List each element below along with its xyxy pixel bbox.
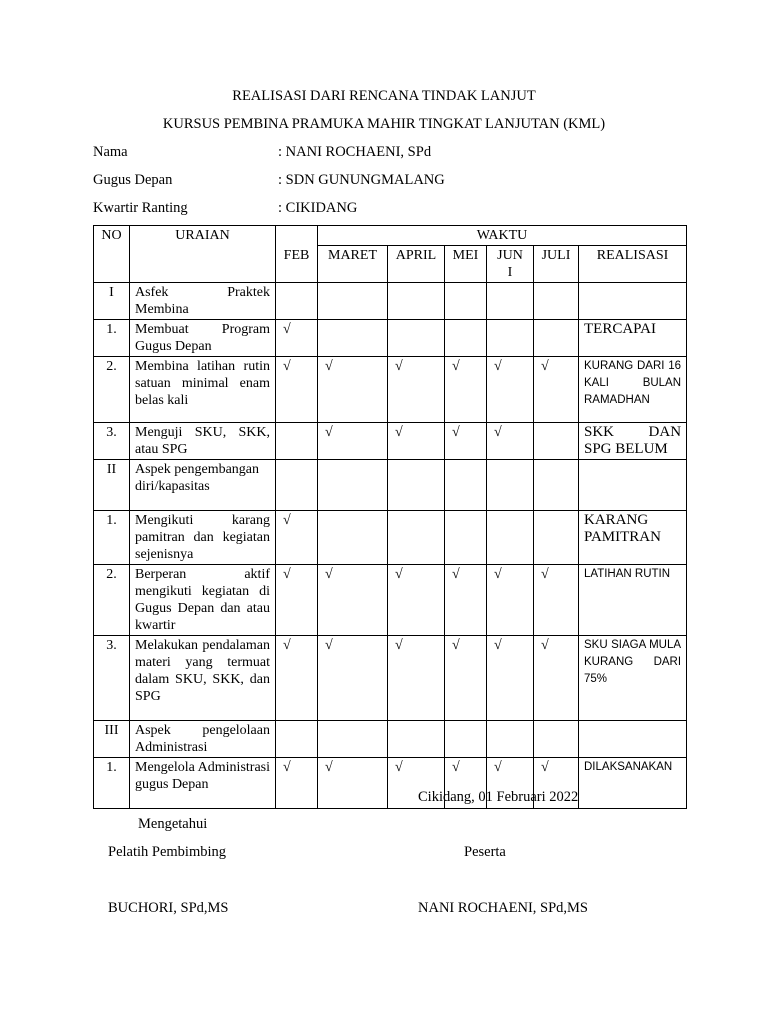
info-label-nama: Nama: [93, 144, 128, 160]
header-no: NO: [94, 226, 130, 283]
header-uraian: URAIAN: [130, 226, 276, 283]
info-value-gugus-depan: : SDN GUNUNGMALANG: [278, 172, 445, 188]
empty-cell: [276, 423, 318, 460]
check-mark: √: [534, 636, 579, 721]
row-no: III: [94, 721, 130, 758]
header-month-feb: FEB: [276, 246, 318, 283]
row-realisasi: [579, 721, 687, 758]
row-no: 3.: [94, 423, 130, 460]
empty-cell: [534, 320, 579, 357]
empty-cell: [487, 460, 534, 511]
peserta-label: Peserta: [464, 844, 506, 860]
check-mark: √: [318, 565, 388, 636]
place-date: Cikidang, 01 Februari 2022: [418, 789, 579, 805]
row-no: 3.: [94, 636, 130, 721]
header-realisasi: REALISASI: [579, 246, 687, 283]
check-mark: √: [388, 758, 445, 809]
row-realisasi: SKU SIAGA MULA KURANG DARI 75%: [579, 636, 687, 721]
row-check-cell: [388, 283, 445, 320]
row-uraian: Menguji SKU, SKK, atau SPG: [130, 423, 276, 460]
check-mark: √: [276, 636, 318, 721]
check-mark: √: [388, 423, 445, 460]
check-mark: √: [487, 357, 534, 423]
header-waktu-spacer: [276, 226, 318, 246]
row-uraian: Berperan aktif mengikuti kegiatan di Gugus Depan dan atau kwartir: [130, 565, 276, 636]
info-label-kwartir: Kwartir Ranting: [93, 200, 188, 216]
row-realisasi: KURANG DARI 16 KALI BULAN RAMADHAN: [579, 357, 687, 423]
empty-cell: [487, 511, 534, 565]
check-mark: √: [534, 565, 579, 636]
info-value-kwartir: : CIKIDANG: [278, 200, 358, 216]
row-check-cell: [445, 283, 487, 320]
row-no: 2.: [94, 565, 130, 636]
header-month-maret: MARET: [318, 246, 388, 283]
check-mark: √: [388, 357, 445, 423]
check-mark: √: [445, 758, 487, 809]
peserta-name: NANI ROCHAENI, SPd,MS: [418, 900, 588, 916]
row-uraian: Mengelola Administrasi gugus Depan: [130, 758, 276, 809]
row-realisasi: SKK DAN SPG BELUM: [579, 423, 687, 460]
check-mark: √: [445, 565, 487, 636]
row-no: 2.: [94, 357, 130, 423]
header-month-juli: JULI: [534, 246, 579, 283]
document-subtitle: KURSUS PEMBINA PRAMUKA MAHIR TINGKAT LANJUTAN (KML): [162, 116, 606, 132]
empty-cell: [487, 320, 534, 357]
row-realisasi: [579, 283, 687, 320]
row-uraian: Membuat Program Gugus Depan: [130, 320, 276, 357]
info-label-gugus-depan: Gugus Depan: [93, 172, 173, 188]
row-check-cell: [276, 283, 318, 320]
check-mark: √: [388, 636, 445, 721]
empty-cell: [534, 511, 579, 565]
check-mark: √: [276, 511, 318, 565]
row-check-cell: [318, 283, 388, 320]
check-mark: √: [487, 565, 534, 636]
empty-cell: [318, 721, 388, 758]
check-mark: √: [445, 423, 487, 460]
check-mark: √: [318, 636, 388, 721]
empty-cell: [276, 721, 318, 758]
row-no: 1.: [94, 511, 130, 565]
empty-cell: [318, 460, 388, 511]
empty-cell: [445, 511, 487, 565]
row-realisasi: DILAKSANAKAN: [579, 758, 687, 809]
check-mark: √: [276, 320, 318, 357]
check-mark: √: [445, 357, 487, 423]
row-uraian: Melakukan pendalaman materi yang termuat dalam SKU, SKK, dan SPG: [130, 636, 276, 721]
empty-cell: [388, 320, 445, 357]
empty-cell: [534, 460, 579, 511]
empty-cell: [534, 721, 579, 758]
row-check-cell: [534, 283, 579, 320]
row-uraian: Membina latihan rutin satuan minimal enam belas kali: [130, 357, 276, 423]
empty-cell: [388, 511, 445, 565]
empty-cell: [534, 423, 579, 460]
row-realisasi: KARANG PAMITRAN: [579, 511, 687, 565]
check-mark: √: [445, 636, 487, 721]
row-no: I: [94, 283, 130, 320]
row-check-cell: [487, 283, 534, 320]
check-mark: √: [276, 565, 318, 636]
empty-cell: [445, 320, 487, 357]
empty-cell: [445, 460, 487, 511]
empty-cell: [318, 511, 388, 565]
header-month-april: APRIL: [388, 246, 445, 283]
row-uraian: Mengikuti karang pamitran dan kegiatan sejenisnya: [130, 511, 276, 565]
row-realisasi: TERCAPAI: [579, 320, 687, 357]
check-mark: √: [318, 357, 388, 423]
check-mark: √: [487, 423, 534, 460]
empty-cell: [388, 721, 445, 758]
row-no: II: [94, 460, 130, 511]
header-month-juni: JUN I: [487, 246, 534, 283]
check-mark: √: [487, 636, 534, 721]
pelatih-name: BUCHORI, SPd,MS: [108, 900, 229, 916]
mengetahui-label: Mengetahui: [138, 816, 208, 832]
empty-cell: [276, 460, 318, 511]
empty-cell: [445, 721, 487, 758]
row-realisasi: LATIHAN RUTIN: [579, 565, 687, 636]
header-month-mei: MEI: [445, 246, 487, 283]
check-mark: √: [388, 565, 445, 636]
info-value-nama: : NANI ROCHAENI, SPd: [278, 144, 432, 160]
row-no: 1.: [94, 320, 130, 357]
document-title: REALISASI DARI RENCANA TINDAK LANJUT: [232, 88, 536, 104]
header-waktu: WAKTU: [318, 226, 687, 246]
check-mark: √: [276, 357, 318, 423]
check-mark: √: [318, 758, 388, 809]
row-uraian: Asfek Praktek Membina: [130, 283, 276, 320]
row-realisasi: [579, 460, 687, 511]
check-mark: √: [534, 357, 579, 423]
check-mark: √: [487, 758, 534, 809]
check-mark: √: [534, 758, 579, 809]
check-mark: √: [276, 758, 318, 809]
empty-cell: [487, 721, 534, 758]
row-no: 1.: [94, 758, 130, 809]
empty-cell: [318, 320, 388, 357]
realisasi-table: [93, 225, 687, 809]
pelatih-label: Pelatih Pembimbing: [108, 844, 227, 860]
empty-cell: [388, 460, 445, 511]
check-mark: √: [318, 423, 388, 460]
row-uraian: Aspek pengelolaan Administrasi: [130, 721, 276, 758]
row-uraian: Aspek pengembangan diri/kapasitas: [130, 460, 276, 511]
